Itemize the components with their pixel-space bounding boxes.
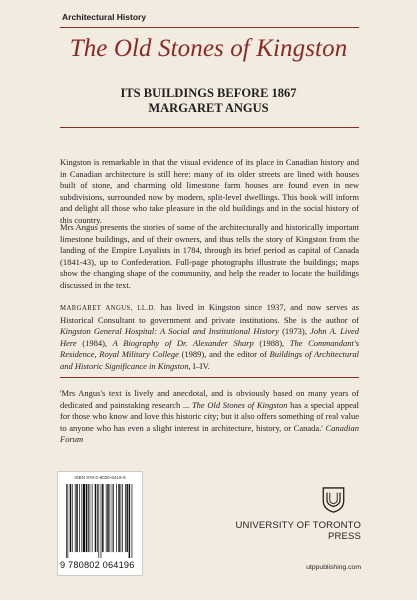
bio-text: (1984),: [76, 337, 113, 348]
bio-name: MARGARET ANGUS, LL.D.: [60, 305, 156, 312]
review-text: has a special appeal for those who know and love this historic city; but it also offers something of real value to anyone who has even a slight interest in architecture, history, or Canada.': [60, 399, 359, 433]
review-quote: [60, 388, 359, 446]
bio-text: , I–IV.: [188, 360, 210, 371]
bio-book-title: A Biography of Dr. Alexander Sharp: [112, 337, 254, 348]
top-rule: [60, 27, 359, 28]
bio-book-title: John A. Lived Here: [60, 326, 359, 348]
bio-book-title: Kingston General Hospital: A Social and Institutional History: [60, 326, 279, 337]
bio-text: (1973),: [278, 326, 311, 337]
bio-book-title: Buildings of Architectural and Historic Significance in Kingston: [60, 349, 359, 371]
bio-book-title: The Commandant's Residence, Royal Military College: [60, 337, 359, 360]
bio-text: (1989), and the editor of: [178, 349, 270, 360]
barcode-bars: [66, 484, 136, 558]
book-title: The Old Stones of Kingston: [69, 35, 348, 62]
review-book-title: The Old Stones of Kingston: [191, 399, 288, 410]
publisher-url[interactable]: utppublishing.com: [306, 564, 361, 571]
bio-text: (1988),: [253, 337, 290, 348]
isbn-barcode: [57, 471, 143, 576]
middle-rule: [60, 127, 359, 128]
review-source: Canadian Forum: [60, 422, 359, 445]
book-author: MARGARET ANGUS: [148, 101, 269, 115]
bio-text: has lived in Kingston since 1937, and now serves as Historical Consultant to government and private institutions. She is the author of: [60, 302, 359, 325]
bottom-rule: [60, 377, 359, 378]
description-paragraph-2: Mrs Angus presents the stories of some of the architecturally and historically important limestone buildings, and of their owners, and thus tells the story of Kingston from the landing of the Empire Loyalists in 1784, through its brief period as capital of Canada (1841-43), up to Confederation. Full-page photographs illustrate the buildings; maps show the changing shape of the community, and help the reader to locate the buildings discussed in the text.: [60, 222, 359, 290]
category-label: Architectural History: [62, 12, 147, 22]
book-subtitle: ITS BUILDINGS BEFORE 1867: [120, 86, 297, 100]
utp-crest-icon: [322, 487, 345, 513]
isbn-label: ISBN 978-0-8020-6419-6: [74, 475, 126, 480]
barcode-digits: 9 780802 064196: [60, 560, 135, 570]
publisher-name: UNIVERSITY OF TORONTO PRESS: [235, 520, 361, 542]
description-paragraph-1: Kingston is remarkable in that the visual evidence of its place in Canadian history and in Canadian architecture is still here: many of its older streets are lined with houses built of stone, and charming old limestone farm houses are found even in new subdivisions, surrounded now by modern, split-level dwellings. This book will inform and delight all those who take pleasure in the old buildings and in the social history of this country.: [60, 157, 359, 225]
author-bio: [60, 302, 359, 373]
review-text: 'Mrs Angus's text is lively and anecdotal, and is obviously based on many years of dedicated and painstaking research ...: [60, 388, 359, 410]
